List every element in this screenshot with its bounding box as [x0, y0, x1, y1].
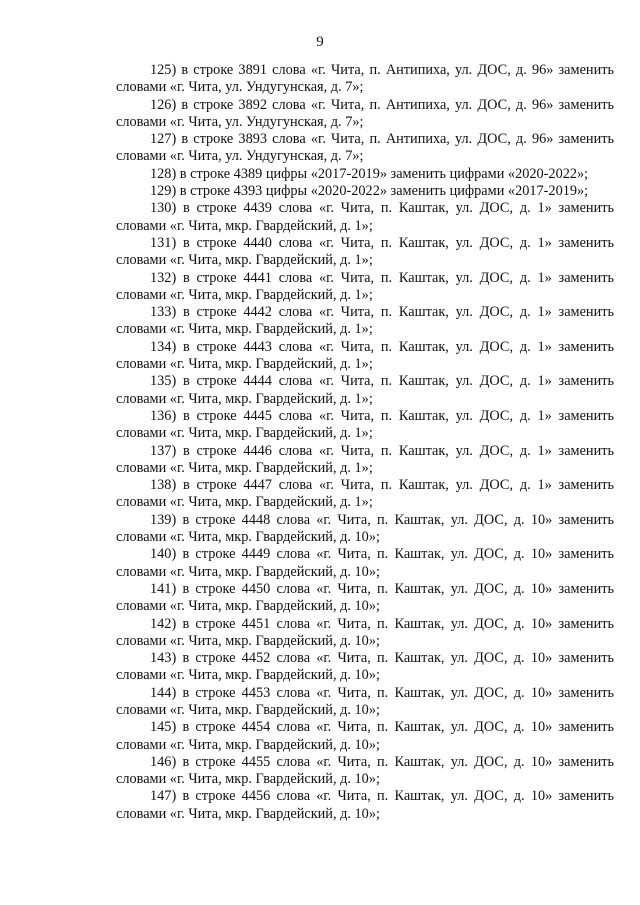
amendment-item-127: 127) в строке 3893 слова «г. Чита, п. Антипиха, ул. ДОС, д. 96» заменить словами «г. Чита, ул. Ундугунская, д. 7»;	[116, 131, 614, 165]
amendment-item-134: 134) в строке 4443 слова «г. Чита, п. Каштак, ул. ДОС, д. 1» заменить словами «г. Чита, мкр. Гвардейский, д. 1»;	[116, 338, 614, 373]
amendment-item-142: 142) в строке 4451 слова «г. Чита, п. Каштак, ул. ДОС, д. 10» заменить словами «г. Чита, мкр. Гвардейский, д. 10»;	[116, 615, 614, 649]
amendment-item-137: 137) в строке 4446 слова «г. Чита, п. Каштак, ул. ДОС, д. 1» заменить словами «г. Чита, мкр. Гвардейский, д. 1»;	[116, 442, 614, 476]
amendment-item-140: 140) в строке 4449 слова «г. Чита, п. Каштак, ул. ДОС, д. 10» заменить словами «г. Чита, мкр. Гвардейский, д. 10»;	[116, 546, 614, 580]
amendment-item-147: 147) в строке 4456 слова «г. Чита, п. Каштак, ул. ДОС, д. 10» заменить словами «г. Чита, мкр. Гвардейский, д. 10»;	[116, 788, 614, 822]
amendment-item-129: 129) в строке 4393 цифры «2020-2022» заменить цифрами «2017-2019»;	[150, 183, 589, 200]
amendment-item-136: 136) в строке 4445 слова «г. Чита, п. Каштак, ул. ДОС, д. 1» заменить словами «г. Чита, мкр. Гвардейский, д. 1»;	[116, 407, 614, 442]
page-number: 9	[316, 34, 324, 50]
amendment-item-146: 146) в строке 4455 слова «г. Чита, п. Каштак, ул. ДОС, д. 10» заменить словами «г. Чита, мкр. Гвардейский, д. 10»;	[116, 753, 614, 788]
amendment-item-139: 139) в строке 4448 слова «г. Чита, п. Каштак, ул. ДОС, д. 10» заменить словами «г. Чита, мкр. Гвардейский, д. 10»;	[116, 511, 614, 546]
amendment-item-141: 141) в строке 4450 слова «г. Чита, п. Каштак, ул. ДОС, д. 10» заменить словами «г. Чита, мкр. Гвардейский, д. 10»;	[116, 580, 614, 615]
amendment-item-132: 132) в строке 4441 слова «г. Чита, п. Каштак, ул. ДОС, д. 1» заменить словами «г. Чита, мкр. Гвардейский, д. 1»;	[116, 269, 614, 303]
amendment-item-130: 130) в строке 4439 слова «г. Чита, п. Каштак, ул. ДОС, д. 1» заменить словами «г. Чита, мкр. Гвардейский, д. 1»;	[116, 200, 614, 234]
amendment-item-133: 133) в строке 4442 слова «г. Чита, п. Каштак, ул. ДОС, д. 1» заменить словами «г. Чита, мкр. Гвардейский, д. 1»;	[116, 304, 614, 338]
amendment-item-144: 144) в строке 4453 слова «г. Чита, п. Каштак, ул. ДОС, д. 10» заменить словами «г. Чита, мкр. Гвардейский, д. 10»;	[116, 684, 614, 718]
amendment-item-138: 138) в строке 4447 слова «г. Чита, п. Каштак, ул. ДОС, д. 1» заменить словами «г. Чита, мкр. Гвардейский, д. 1»;	[116, 477, 614, 511]
amendment-item-131: 131) в строке 4440 слова «г. Чита, п. Каштак, ул. ДОС, д. 1» заменить словами «г. Чита, мкр. Гвардейский, д. 1»;	[116, 234, 614, 269]
amendment-item-125: 125) в строке 3891 слова «г. Чита, п. Антипиха, ул. ДОС, д. 96» заменить словами «г. Чита, ул. Ундугунская, д. 7»;	[116, 62, 614, 96]
amendment-item-135: 135) в строке 4444 слова «г. Чита, п. Каштак, ул. ДОС, д. 1» заменить словами «г. Чита, мкр. Гвардейский, д. 1»;	[116, 373, 614, 407]
document-body	[116, 62, 614, 823]
amendment-item-128: 128) в строке 4389 цифры «2017-2019» заменить цифрами «2020-2022»;	[150, 165, 589, 182]
amendment-item-126: 126) в строке 3892 слова «г. Чита, п. Антипиха, ул. ДОС, д. 96» заменить словами «г. Чита, ул. Ундугунская, д. 7»;	[116, 96, 614, 130]
amendment-item-143: 143) в строке 4452 слова «г. Чита, п. Каштак, ул. ДОС, д. 10» заменить словами «г. Чита, мкр. Гвардейский, д. 10»;	[116, 650, 614, 684]
amendment-item-145: 145) в строке 4454 слова «г. Чита, п. Каштак, ул. ДОС, д. 10» заменить словами «г. Чита, мкр. Гвардейский, д. 10»;	[116, 719, 614, 753]
